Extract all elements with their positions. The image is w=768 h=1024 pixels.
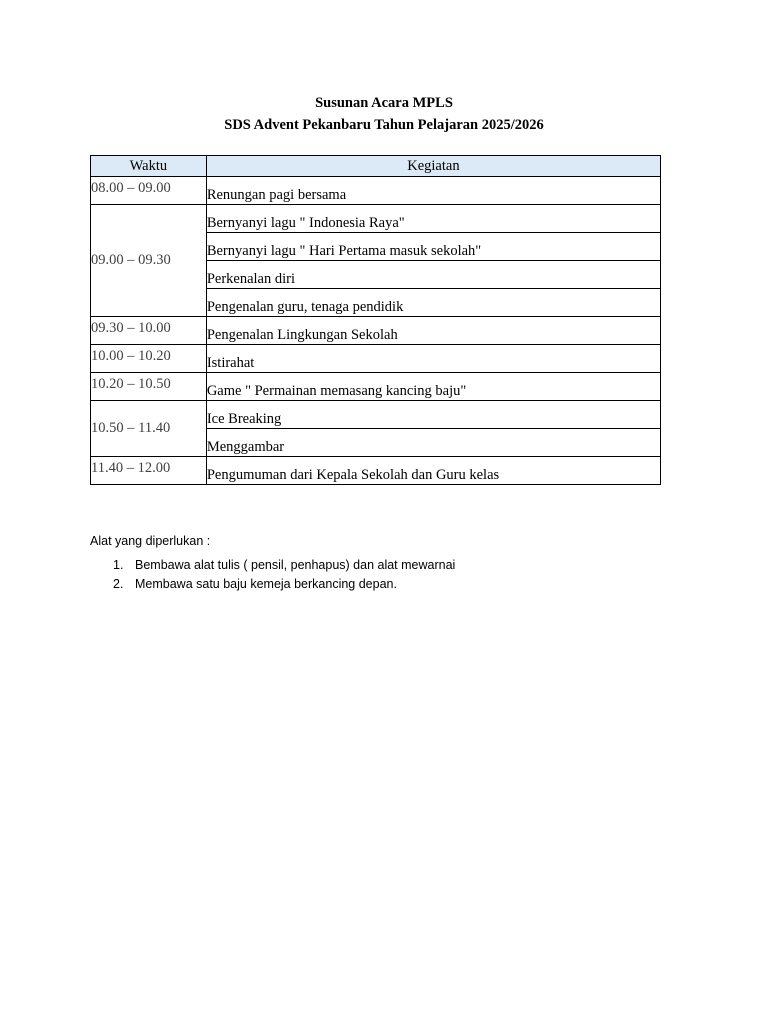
list-item-text: Bembawa alat tulis ( pensil, penhapus) dan alat mewarnai (135, 558, 456, 572)
activity-cell: Pengumuman dari Kepala Sekolah dan Guru kelas (206, 457, 660, 485)
header-time: Waktu (91, 156, 207, 177)
document-title: Susunan Acara MPLS (315, 95, 453, 111)
activity-cell: Pengenalan guru, tenaga pendidik (206, 289, 660, 317)
activity-cell: Pengenalan Lingkungan Sekolah (206, 317, 660, 345)
time-cell: 09.00 – 09.30 (91, 205, 207, 317)
activity-cell: Perkenalan diri (206, 261, 660, 289)
time-cell: 10.20 – 10.50 (91, 373, 207, 401)
time-cell: 11.40 – 12.00 (91, 457, 207, 485)
table-row (91, 373, 661, 401)
tools-list (90, 556, 455, 594)
activity-cell: Game " Permainan memasang kancing baju" (206, 373, 660, 401)
table-row (91, 457, 661, 485)
activity-cell: Menggambar (206, 429, 660, 457)
activity-cell: Renungan pagi bersama (206, 177, 660, 205)
time-cell: 08.00 – 09.00 (91, 177, 207, 205)
document-subtitle: SDS Advent Pekanbaru Tahun Pelajaran 2025/2026 (224, 117, 544, 133)
activity-cell: Bernyanyi lagu " Indonesia Raya" (206, 205, 660, 233)
list-item (90, 575, 455, 594)
table-row (91, 177, 661, 205)
table-row (91, 205, 661, 233)
table-row (91, 345, 661, 373)
list-number: 2. (113, 577, 124, 591)
table-row (91, 317, 661, 345)
activity-cell: Bernyanyi lagu " Hari Pertama masuk sekolah" (206, 233, 660, 261)
tools-heading: Alat yang diperlukan : (90, 534, 211, 548)
time-cell: 10.00 – 10.20 (91, 345, 207, 373)
list-number: 1. (113, 558, 124, 572)
time-cell: 10.50 – 11.40 (91, 401, 207, 457)
list-item-text: Membawa satu baju kemeja berkancing depan. (135, 577, 397, 591)
schedule-table (90, 155, 661, 485)
activity-cell: Ice Breaking (206, 401, 660, 429)
activity-cell: Istirahat (206, 345, 660, 373)
header-activity: Kegiatan (206, 156, 660, 177)
list-item (90, 556, 455, 575)
time-cell: 09.30 – 10.00 (91, 317, 207, 345)
table-row (91, 401, 661, 429)
table-header-row (91, 156, 661, 177)
